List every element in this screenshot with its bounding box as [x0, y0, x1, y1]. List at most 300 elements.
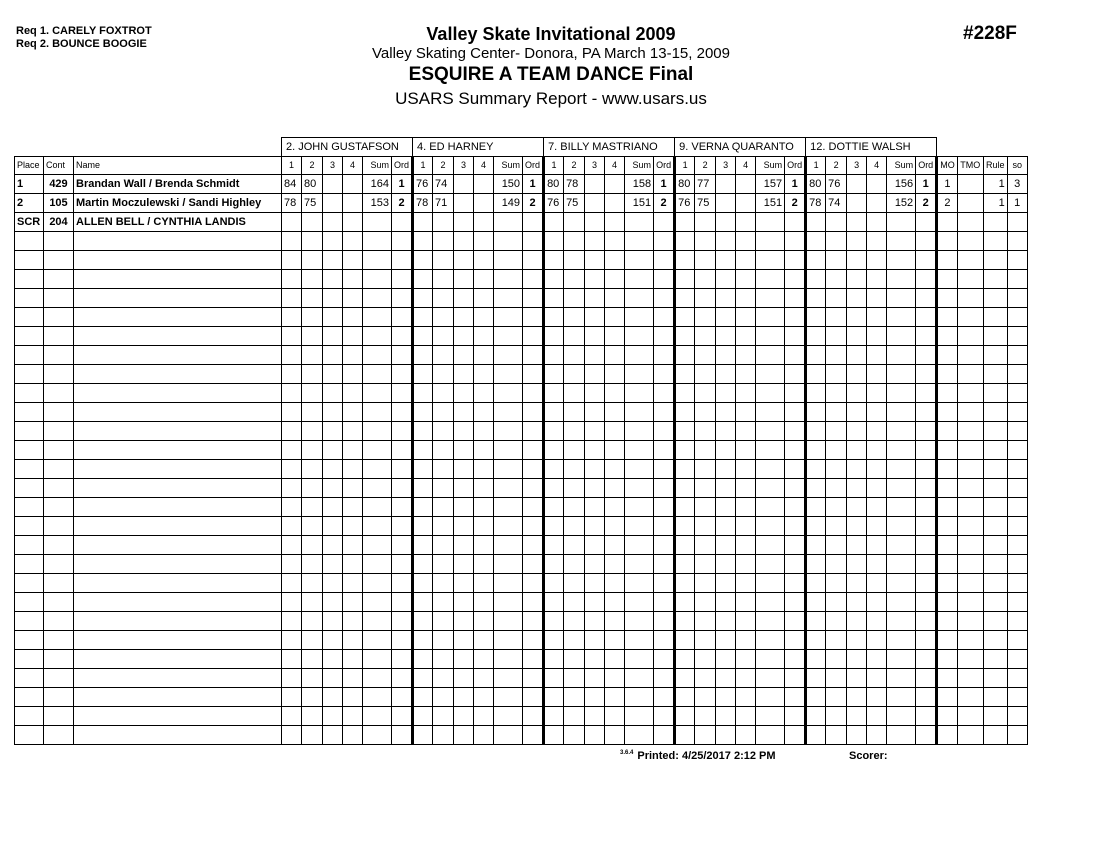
empty-cell: [585, 251, 605, 270]
empty-cell: [847, 707, 867, 726]
judge-col-header: Sum: [756, 157, 785, 175]
requirements: [16, 25, 152, 51]
empty-cell: [15, 403, 44, 422]
empty-cell: [392, 365, 413, 384]
empty-cell: [983, 536, 1007, 555]
empty-cell: [302, 270, 323, 289]
empty-cell: [983, 574, 1007, 593]
empty-cell: [302, 441, 323, 460]
empty-cell: [1007, 517, 1027, 536]
sum-cell: 164: [363, 175, 392, 194]
empty-cell: [756, 308, 785, 327]
empty-row: [15, 232, 1028, 251]
empty-cell: [887, 707, 916, 726]
empty-cell: [585, 384, 605, 403]
empty-cell: [392, 289, 413, 308]
score-cell: 76: [826, 175, 847, 194]
empty-cell: [867, 726, 887, 745]
empty-cell: [363, 308, 392, 327]
empty-cell: [695, 555, 716, 574]
empty-cell: [957, 726, 983, 745]
empty-cell: [983, 631, 1007, 650]
empty-cell: [433, 460, 454, 479]
empty-cell: [847, 403, 867, 422]
empty-cell: [654, 707, 675, 726]
empty-cell: [756, 498, 785, 517]
empty-cell: [847, 593, 867, 612]
empty-cell: [916, 669, 937, 688]
sum-cell: [887, 213, 916, 232]
empty-cell: [15, 669, 44, 688]
judge-col-header: 3: [323, 157, 343, 175]
empty-cell: [756, 384, 785, 403]
empty-cell: [916, 631, 937, 650]
empty-cell: [957, 422, 983, 441]
empty-cell: [343, 289, 363, 308]
score-cell: [847, 175, 867, 194]
empty-cell: [15, 574, 44, 593]
empty-cell: [15, 555, 44, 574]
empty-cell: [454, 593, 474, 612]
empty-cell: [867, 327, 887, 346]
empty-cell: [363, 403, 392, 422]
empty-cell: [474, 574, 494, 593]
score-cell: [302, 213, 323, 232]
empty-cell: [756, 555, 785, 574]
empty-cell: [847, 251, 867, 270]
empty-cell: [756, 726, 785, 745]
empty-cell: [282, 251, 302, 270]
empty-cell: [564, 517, 585, 536]
empty-cell: [916, 460, 937, 479]
empty-cell: [716, 707, 736, 726]
empty-cell: [302, 232, 323, 251]
empty-cell: [625, 498, 654, 517]
empty-row: [15, 251, 1028, 270]
empty-cell: [785, 384, 806, 403]
empty-cell: [74, 650, 282, 669]
empty-cell: [806, 251, 826, 270]
empty-cell: [523, 498, 544, 517]
empty-cell: [392, 688, 413, 707]
empty-cell: [654, 460, 675, 479]
empty-cell: [15, 688, 44, 707]
empty-cell: [625, 669, 654, 688]
empty-cell: [675, 479, 695, 498]
empty-cell: [494, 270, 523, 289]
empty-cell: [15, 346, 44, 365]
empty-cell: [392, 460, 413, 479]
empty-cell: [474, 612, 494, 631]
empty-cell: [806, 498, 826, 517]
empty-cell: [454, 365, 474, 384]
empty-cell: [957, 251, 983, 270]
empty-cell: [494, 574, 523, 593]
empty-cell: [625, 726, 654, 745]
empty-cell: [847, 688, 867, 707]
empty-cell: [957, 365, 983, 384]
empty-cell: [15, 289, 44, 308]
empty-cell: [826, 308, 847, 327]
empty-cell: [847, 460, 867, 479]
judge-col-header: 1: [282, 157, 302, 175]
empty-cell: [564, 270, 585, 289]
empty-cell: [887, 669, 916, 688]
empty-cell: [716, 270, 736, 289]
empty-cell: [675, 707, 695, 726]
score-cell: [413, 213, 433, 232]
empty-cell: [826, 327, 847, 346]
empty-cell: [585, 555, 605, 574]
empty-cell: [716, 536, 736, 555]
empty-cell: [413, 650, 433, 669]
empty-cell: [716, 555, 736, 574]
empty-cell: [625, 270, 654, 289]
empty-cell: [323, 517, 343, 536]
empty-cell: [413, 251, 433, 270]
score-cell: [433, 213, 454, 232]
empty-cell: [887, 574, 916, 593]
empty-cell: [44, 441, 74, 460]
empty-cell: [44, 498, 74, 517]
empty-cell: [654, 479, 675, 498]
empty-cell: [695, 593, 716, 612]
empty-cell: [15, 251, 44, 270]
empty-cell: [785, 441, 806, 460]
empty-cell: [806, 650, 826, 669]
empty-cell: [785, 498, 806, 517]
empty-cell: [806, 384, 826, 403]
empty-cell: [343, 707, 363, 726]
empty-cell: [523, 384, 544, 403]
empty-cell: [413, 612, 433, 631]
empty-cell: [323, 232, 343, 251]
judge-col-header: 4: [736, 157, 756, 175]
empty-cell: [74, 688, 282, 707]
empty-cell: [564, 251, 585, 270]
empty-cell: [523, 422, 544, 441]
empty-cell: [847, 650, 867, 669]
empty-cell: [1007, 460, 1027, 479]
empty-cell: [564, 365, 585, 384]
empty-cell: [323, 555, 343, 574]
empty-cell: [983, 232, 1007, 251]
empty-cell: [282, 270, 302, 289]
empty-row: [15, 536, 1028, 555]
empty-row: [15, 669, 1028, 688]
empty-cell: [716, 479, 736, 498]
empty-cell: [983, 460, 1007, 479]
judge-col-header: Sum: [887, 157, 916, 175]
empty-cell: [785, 707, 806, 726]
empty-cell: [916, 498, 937, 517]
empty-cell: [675, 631, 695, 650]
mo-cell: [937, 213, 958, 232]
empty-cell: [695, 498, 716, 517]
empty-cell: [523, 327, 544, 346]
empty-cell: [433, 232, 454, 251]
empty-cell: [474, 631, 494, 650]
judge-col-header: Ord: [523, 157, 544, 175]
empty-cell: [675, 232, 695, 251]
empty-cell: [937, 327, 958, 346]
empty-cell: [544, 688, 564, 707]
empty-cell: [392, 726, 413, 745]
score-cell: [564, 213, 585, 232]
score-cell: [474, 213, 494, 232]
empty-cell: [494, 384, 523, 403]
empty-cell: [675, 422, 695, 441]
empty-cell: [785, 289, 806, 308]
empty-cell: [474, 536, 494, 555]
empty-cell: [957, 688, 983, 707]
empty-cell: [675, 270, 695, 289]
empty-cell: [937, 422, 958, 441]
empty-cell: [323, 688, 343, 707]
empty-cell: [867, 707, 887, 726]
score-cell: 80: [806, 175, 826, 194]
empty-cell: [523, 574, 544, 593]
empty-cell: [392, 612, 413, 631]
empty-cell: [564, 631, 585, 650]
mo-cell: 2: [937, 194, 958, 213]
empty-cell: [675, 650, 695, 669]
score-cell: 71: [433, 194, 454, 213]
empty-cell: [544, 669, 564, 688]
empty-cell: [887, 251, 916, 270]
empty-cell: [433, 327, 454, 346]
empty-cell: [654, 555, 675, 574]
empty-cell: [867, 612, 887, 631]
sum-cell: 150: [494, 175, 523, 194]
empty-cell: [847, 441, 867, 460]
ordinal-cell: [523, 213, 544, 232]
empty-cell: [847, 669, 867, 688]
empty-cell: [363, 555, 392, 574]
empty-cell: [433, 536, 454, 555]
empty-cell: [302, 479, 323, 498]
empty-cell: [983, 251, 1007, 270]
empty-cell: [282, 707, 302, 726]
empty-cell: [282, 688, 302, 707]
empty-cell: [785, 574, 806, 593]
empty-cell: [302, 726, 323, 745]
version-label: 3.6.4: [620, 750, 634, 756]
empty-cell: [413, 688, 433, 707]
empty-cell: [363, 327, 392, 346]
empty-cell: [716, 346, 736, 365]
empty-cell: [654, 346, 675, 365]
empty-cell: [937, 726, 958, 745]
empty-cell: [605, 479, 625, 498]
empty-cell: [544, 517, 564, 536]
empty-cell: [806, 441, 826, 460]
empty-cell: [413, 346, 433, 365]
empty-cell: [302, 460, 323, 479]
empty-cell: [433, 555, 454, 574]
empty-cell: [413, 536, 433, 555]
empty-cell: [605, 593, 625, 612]
empty-cell: [363, 612, 392, 631]
empty-cell: [957, 441, 983, 460]
skater-names: Martin Moczulewski / Sandi Highley: [74, 194, 282, 213]
empty-cell: [585, 365, 605, 384]
empty-cell: [413, 308, 433, 327]
empty-cell: [44, 308, 74, 327]
empty-cell: [392, 536, 413, 555]
empty-row: [15, 422, 1028, 441]
empty-cell: [887, 365, 916, 384]
empty-cell: [1007, 346, 1027, 365]
score-cell: 76: [544, 194, 564, 213]
empty-cell: [736, 384, 756, 403]
empty-cell: [494, 422, 523, 441]
empty-cell: [847, 517, 867, 536]
empty-cell: [847, 327, 867, 346]
judge-col-header: 3: [585, 157, 605, 175]
empty-cell: [916, 593, 937, 612]
empty-cell: [323, 270, 343, 289]
empty-cell: [716, 403, 736, 422]
empty-cell: [785, 346, 806, 365]
score-cell: [736, 213, 756, 232]
empty-cell: [625, 308, 654, 327]
empty-cell: [474, 270, 494, 289]
empty-cell: [937, 441, 958, 460]
empty-cell: [44, 270, 74, 289]
empty-cell: [323, 574, 343, 593]
empty-cell: [736, 441, 756, 460]
empty-cell: [363, 574, 392, 593]
score-cell: [605, 175, 625, 194]
empty-cell: [494, 251, 523, 270]
score-cell: [675, 213, 695, 232]
empty-cell: [282, 441, 302, 460]
empty-cell: [343, 650, 363, 669]
empty-cell: [74, 574, 282, 593]
empty-cell: [392, 498, 413, 517]
empty-cell: [716, 232, 736, 251]
empty-cell: [585, 403, 605, 422]
empty-cell: [74, 536, 282, 555]
score-cell: [826, 213, 847, 232]
empty-cell: [806, 707, 826, 726]
empty-cell: [756, 669, 785, 688]
empty-cell: [605, 327, 625, 346]
empty-cell: [302, 346, 323, 365]
empty-cell: [916, 346, 937, 365]
empty-cell: [343, 460, 363, 479]
empty-cell: [343, 422, 363, 441]
empty-cell: [523, 346, 544, 365]
empty-cell: [544, 327, 564, 346]
empty-cell: [392, 707, 413, 726]
score-cell: [474, 194, 494, 213]
empty-cell: [433, 422, 454, 441]
empty-cell: [826, 726, 847, 745]
empty-cell: [605, 289, 625, 308]
empty-cell: [957, 403, 983, 422]
empty-cell: [916, 612, 937, 631]
empty-cell: [887, 441, 916, 460]
empty-cell: [756, 327, 785, 346]
empty-cell: [957, 460, 983, 479]
score-cell: [343, 194, 363, 213]
empty-cell: [695, 232, 716, 251]
empty-cell: [74, 593, 282, 612]
empty-cell: [605, 308, 625, 327]
empty-cell: [494, 536, 523, 555]
empty-cell: [736, 669, 756, 688]
empty-cell: [937, 270, 958, 289]
sum-cell: 151: [625, 194, 654, 213]
empty-cell: [654, 289, 675, 308]
empty-cell: [695, 460, 716, 479]
empty-cell: [675, 365, 695, 384]
rule-header: Rule: [983, 157, 1007, 175]
empty-row: [15, 555, 1028, 574]
empty-cell: [826, 403, 847, 422]
empty-cell: [736, 479, 756, 498]
empty-cell: [806, 631, 826, 650]
empty-cell: [282, 593, 302, 612]
empty-cell: [847, 308, 867, 327]
empty-cell: [695, 707, 716, 726]
judge-col-header: Ord: [785, 157, 806, 175]
empty-cell: [343, 232, 363, 251]
empty-cell: [454, 441, 474, 460]
empty-cell: [806, 593, 826, 612]
empty-cell: [605, 460, 625, 479]
empty-cell: [826, 517, 847, 536]
empty-cell: [867, 232, 887, 251]
empty-cell: [937, 650, 958, 669]
empty-cell: [343, 251, 363, 270]
empty-cell: [983, 365, 1007, 384]
empty-cell: [695, 403, 716, 422]
empty-cell: [916, 479, 937, 498]
empty-cell: [544, 422, 564, 441]
empty-cell: [544, 251, 564, 270]
empty-cell: [302, 251, 323, 270]
empty-cell: [74, 669, 282, 688]
empty-cell: [695, 365, 716, 384]
empty-cell: [44, 593, 74, 612]
empty-cell: [654, 650, 675, 669]
empty-cell: [454, 479, 474, 498]
empty-cell: [756, 479, 785, 498]
empty-cell: [654, 365, 675, 384]
empty-cell: [983, 593, 1007, 612]
empty-cell: [826, 346, 847, 365]
empty-cell: [544, 498, 564, 517]
empty-cell: [413, 232, 433, 251]
empty-cell: [302, 536, 323, 555]
empty-cell: [806, 479, 826, 498]
empty-cell: [44, 517, 74, 536]
empty-cell: [605, 669, 625, 688]
empty-cell: [15, 631, 44, 650]
empty-cell: [544, 479, 564, 498]
empty-cell: [413, 289, 433, 308]
empty-cell: [343, 536, 363, 555]
empty-cell: [15, 536, 44, 555]
empty-cell: [392, 555, 413, 574]
empty-cell: [564, 688, 585, 707]
empty-cell: [44, 327, 74, 346]
empty-cell: [564, 650, 585, 669]
empty-cell: [494, 460, 523, 479]
